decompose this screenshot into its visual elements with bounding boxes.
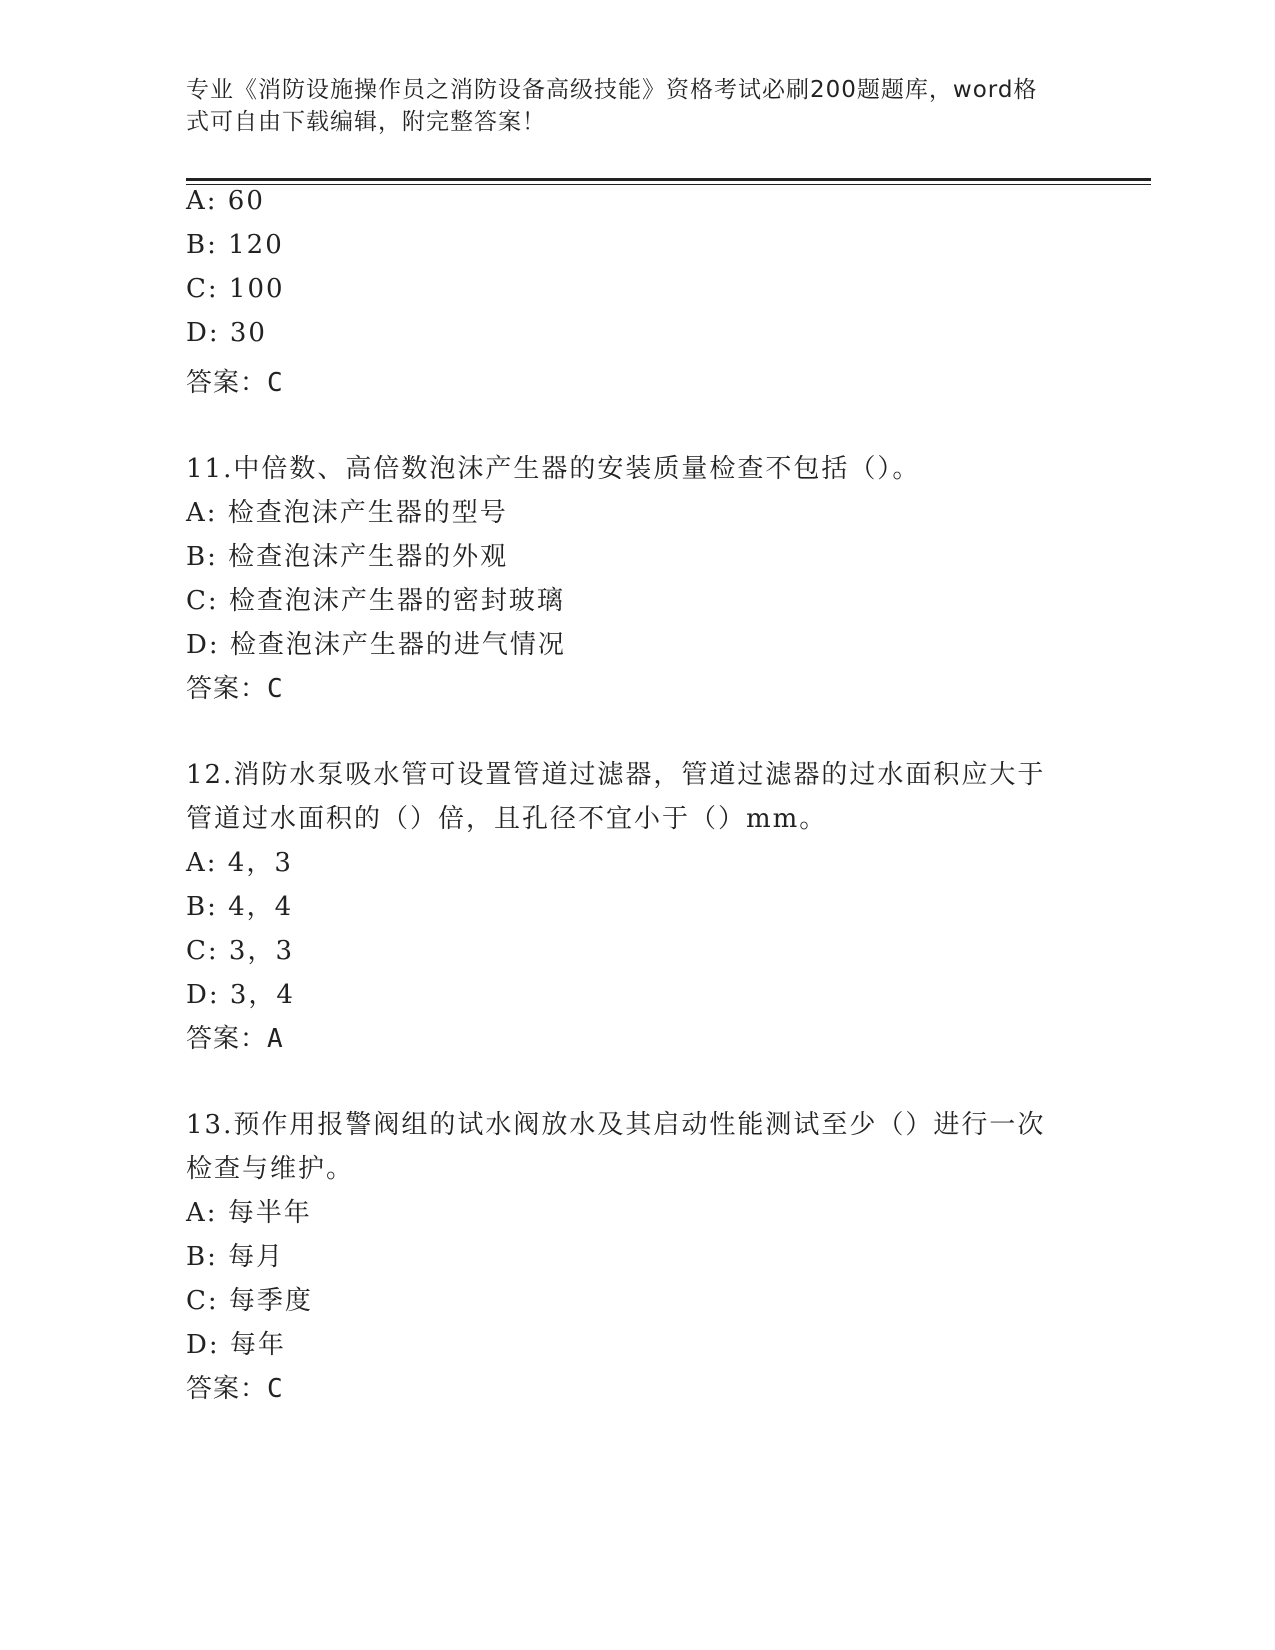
q12-stem-line-2: 管道过水面积的（）倍，且孔径不宜小于（）mm。 <box>186 804 828 834</box>
q11-option-d: D: 检查泡沫产生器的进气情况 <box>186 630 566 660</box>
header-line-2: 式可自由下载编辑，附完整答案！ <box>186 109 546 135</box>
q12-option-c: C: 3，3 <box>186 936 295 966</box>
answer-label: 答案： <box>186 674 268 704</box>
q11-answer <box>186 668 284 705</box>
q11-option-a: A: 检查泡沫产生器的型号 <box>186 498 508 528</box>
answer-value: C <box>267 1374 284 1404</box>
q12-option-d: D: 3，4 <box>186 980 295 1010</box>
q13-answer <box>186 1368 284 1405</box>
q10-option-b: B: 120 <box>186 230 284 260</box>
answer-label: 答案： <box>186 1024 268 1054</box>
q13-option-b: B: 每月 <box>186 1242 285 1272</box>
q11-option-c: C: 检查泡沫产生器的密封玻璃 <box>186 586 565 616</box>
header-line-1: 专业《消防设施操作员之消防设备高级技能》资格考试必刷200题题库，word格 <box>186 77 1038 103</box>
q10-option-d: D: 30 <box>186 318 267 348</box>
q12-option-a: A: 4，3 <box>186 848 293 878</box>
q13-option-d: D: 每年 <box>186 1330 286 1360</box>
header-rule-thin <box>186 184 1151 185</box>
q10-option-c: C: 100 <box>186 274 285 304</box>
q13-stem-line-2: 检查与维护。 <box>186 1154 355 1184</box>
document-header <box>186 74 1066 138</box>
q11-stem: 11.中倍数、高倍数泡沫产生器的安装质量检查不包括（）。 <box>186 454 921 484</box>
header-rule-thick <box>186 178 1151 181</box>
answer-label: 答案： <box>186 1374 268 1404</box>
answer-value: C <box>267 368 284 398</box>
q10-answer <box>186 362 284 399</box>
q13-option-a: A: 每半年 <box>186 1198 312 1228</box>
q12-stem-line-1: 12.消防水泵吸水管可设置管道过滤器，管道过滤器的过水面积应大于 <box>186 760 1046 790</box>
q10-option-a: A: 60 <box>186 186 265 216</box>
q12-answer <box>186 1018 284 1055</box>
answer-value: A <box>267 1024 284 1054</box>
q13-option-c: C: 每季度 <box>186 1286 313 1316</box>
answer-label: 答案： <box>186 368 268 398</box>
q13-stem-line-1: 13.预作用报警阀组的试水阀放水及其启动性能测试至少（）进行一次 <box>186 1110 1046 1140</box>
q11-option-b: B: 检查泡沫产生器的外观 <box>186 542 509 572</box>
q12-option-b: B: 4，4 <box>186 892 294 922</box>
answer-value: C <box>267 674 284 704</box>
